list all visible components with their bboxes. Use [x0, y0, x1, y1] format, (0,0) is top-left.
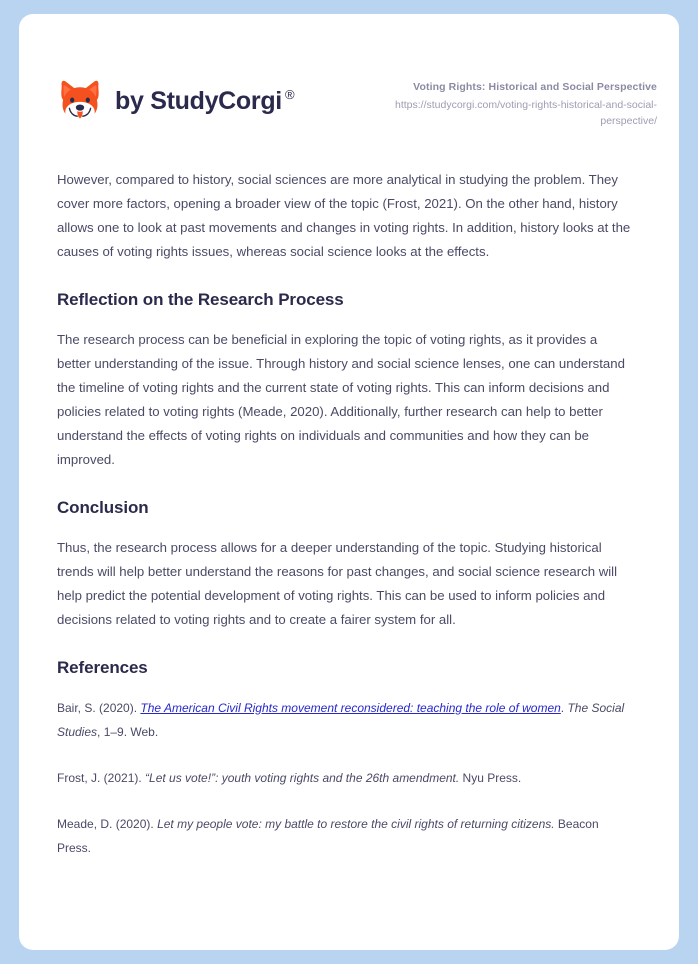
reference-author-year: Frost, J. (2021). — [57, 770, 146, 785]
section-paragraph-conclusion: Thus, the research process allows for a deeper understanding of the topic. Studying historical trends will help better understand the reasons for past changes, and social science research will help predict the potential development of voting rights. This can be used to inform policies and decisions related to voting rights and to create a fairer system for all. — [57, 539, 618, 627]
document-body — [19, 168, 679, 860]
reference-text — [57, 696, 633, 744]
brand-wordmark — [115, 87, 294, 116]
header-meta-group — [357, 76, 657, 130]
reference-after-link: . — [560, 700, 568, 715]
registered-trademark-icon: ® — [284, 87, 295, 103]
reference-text — [57, 766, 633, 790]
brand-logo-group — [57, 76, 294, 124]
document-title: Voting Rights: Historical and Social Perspective — [413, 81, 657, 93]
reference-item — [57, 812, 633, 860]
reference-source: The Social Studies — [57, 700, 625, 739]
brand-name: by StudyCorgi — [115, 86, 282, 115]
reference-author-year: Meade, D. (2020). — [57, 816, 158, 831]
reference-tail: Nyu Press. — [459, 770, 522, 785]
document-page-card — [19, 14, 679, 950]
reference-item — [57, 766, 633, 790]
reference-tail: Beacon Press. — [57, 816, 599, 855]
section-heading-reflection: Reflection on the Research Process — [57, 289, 344, 309]
document-header — [19, 14, 679, 130]
section-paragraph-reflection: The research process can be beneficial in exploring the topic of voting rights, as it provides a better understanding of the issue. Through history and social science lenses, one can understand the timeline of voting rights and the current state of voting rights. This can inform decisions and policies related to voting rights (Meade, 2020). Additionally, further research can help to better understand the effects of voting rights on individuals and communities and how they can be improved. — [57, 331, 625, 467]
reference-author-year: Bair, S. (2020). — [57, 700, 141, 715]
reference-tail: , 1–9. Web. — [97, 724, 159, 739]
references-list — [57, 696, 633, 860]
section-heading-conclusion: Conclusion — [57, 497, 149, 517]
document-url[interactable]: https://studycorgi.com/voting-rights-historical-and-social-perspective/ — [394, 99, 657, 127]
reference-title: Let my people vote: my battle to restore the civil rights of returning citizens. — [157, 816, 555, 831]
reference-text — [57, 812, 633, 860]
section-heading-references: References — [57, 657, 148, 677]
reference-title: “Let us vote!”: youth voting rights and the 26th amendment. — [145, 770, 460, 785]
reference-link[interactable]: The American Civil Rights movement reconsidered: teaching the role of women — [140, 700, 561, 715]
intro-paragraph: However, compared to history, social sciences are more analytical in studying the problem. They cover more factors, opening a broader view of the topic (Frost, 2021). On the other hand, history allows one to look at past movements and changes in voting rights. In addition, history looks at the causes of voting rights issues, whereas social science looks at the effects. — [57, 171, 631, 259]
corgi-face-icon — [57, 78, 103, 124]
reference-item — [57, 696, 633, 744]
